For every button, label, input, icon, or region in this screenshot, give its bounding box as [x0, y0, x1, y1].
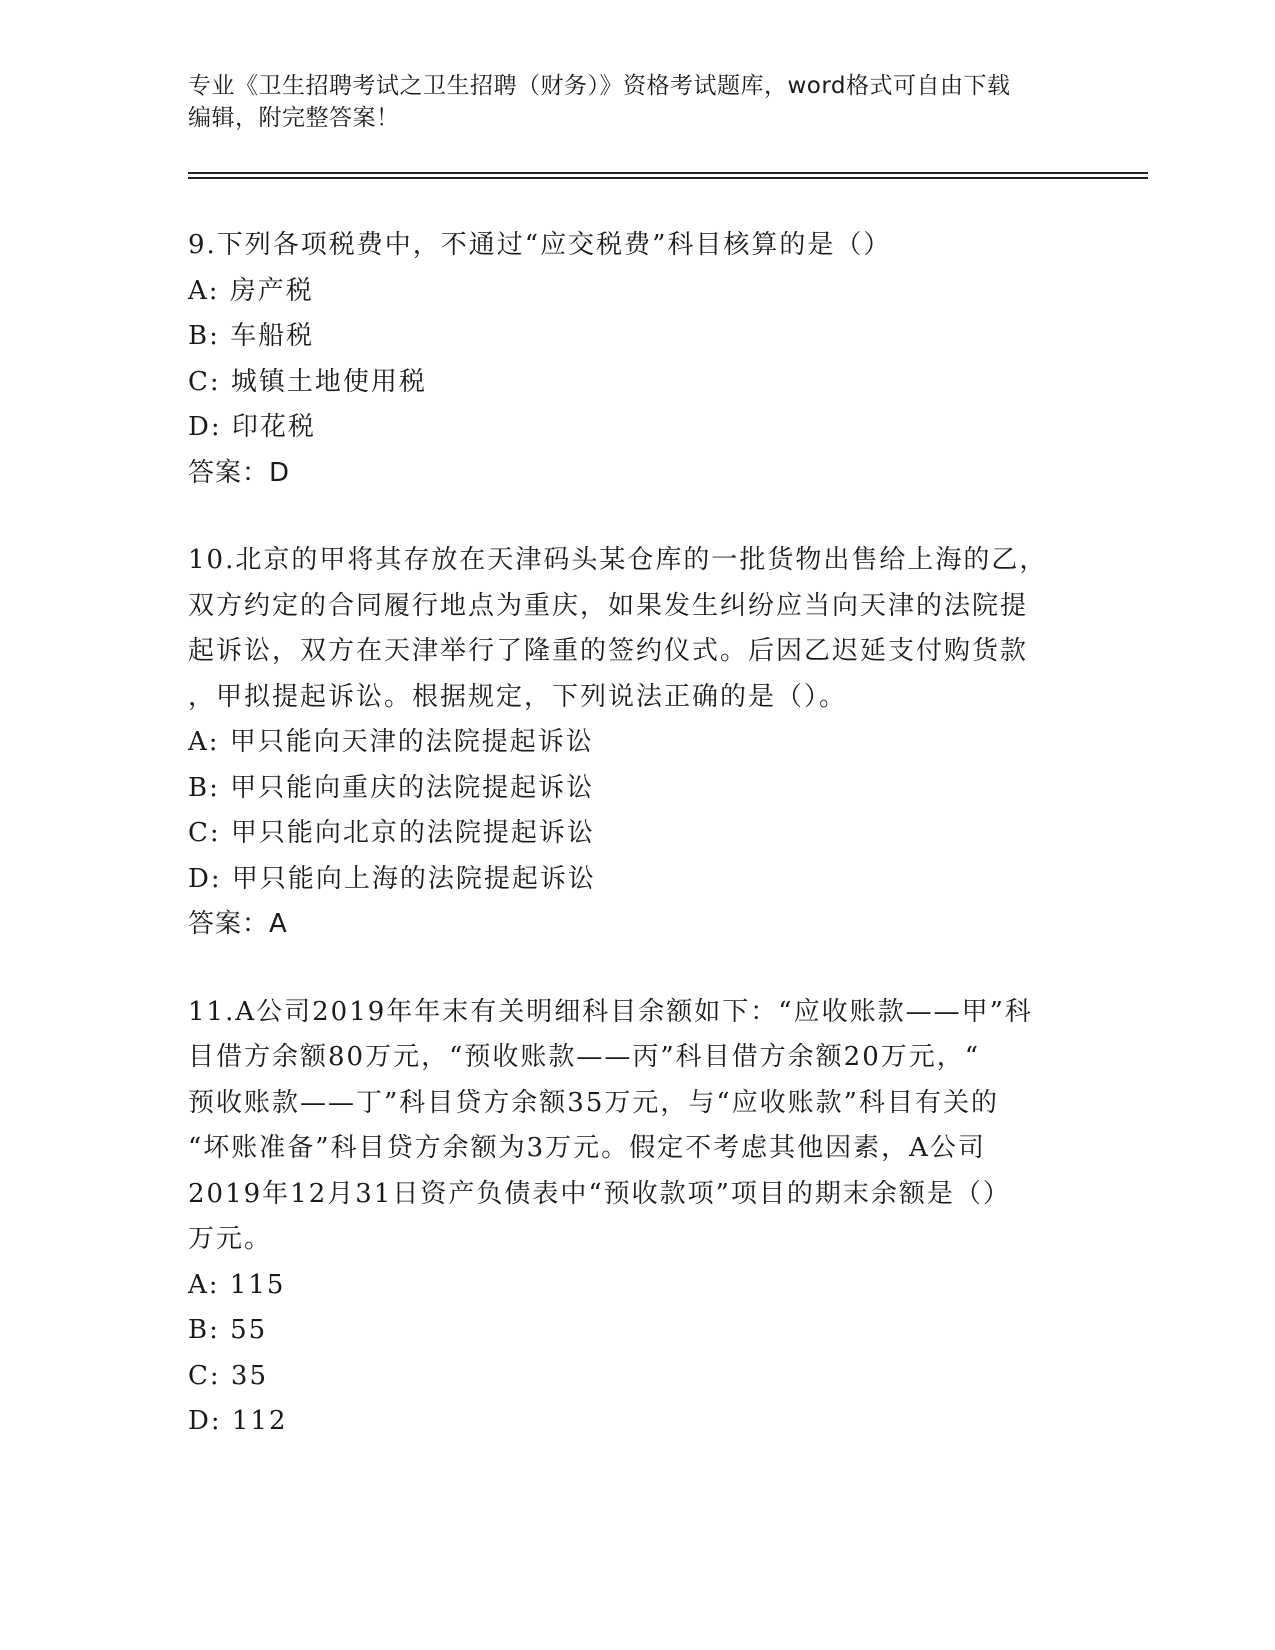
- stem-line: 目借方余额80万元，“预收账款——丙”科目借方余额20万元，“: [188, 1042, 981, 1072]
- stem-line: 9.下列各项税费中，不通过“应交税费”科目核算的是（）: [188, 230, 892, 260]
- stem-line: ，甲拟提起诉讼。根据规定，下列说法正确的是（）。: [188, 681, 848, 712]
- document-page: [188, 70, 1148, 1445]
- stem-line: 起诉讼，双方在天津举行了隆重的签约仪式。后因乙迟延支付购货款: [188, 636, 1029, 666]
- header-divider: [188, 172, 1148, 179]
- question-stem: [188, 990, 1078, 1263]
- question-9: [188, 223, 1148, 496]
- stem-line: 11.A公司2019年年末有关明细科目余额如下：“应收账款——甲”科: [188, 996, 1033, 1027]
- option-a: A: 115: [188, 1269, 286, 1300]
- option-c: C: 甲只能向北京的法院提起诉讼: [188, 818, 595, 848]
- stem-line: “坏账准备”科目贷方余额为3万元。假定不考虑其他因素，A公司: [188, 1133, 986, 1163]
- option-b: B: 车船税: [188, 321, 315, 351]
- stem-line: 10.北京的甲将其存放在天津码头某仓库的一批货物出售给上海的乙，: [188, 545, 1048, 575]
- question-10: [188, 538, 1148, 948]
- stem-line: 2019年12月31日资产负债表中“预收款项”项目的期末余额是（）: [188, 1178, 1011, 1209]
- option-d: D: 112: [188, 1406, 288, 1436]
- header-line: 专业《卫生招聘考试之卫生招聘（财务）》资格考试题库，word格式可自由下载: [188, 73, 1011, 99]
- option-a: A: 甲只能向天津的法院提起诉讼: [188, 727, 594, 757]
- question-stem: [188, 538, 1078, 720]
- option-a: A: 房产税: [188, 275, 314, 306]
- stem-line: 万元。: [188, 1224, 273, 1254]
- question-11: [188, 990, 1148, 1445]
- option-b: B: 55: [188, 1315, 268, 1345]
- document-header: [188, 70, 1068, 134]
- stem-line: 双方约定的合同履行地点为重庆，如果发生纠纷应当向天津的法院提: [188, 590, 1029, 621]
- answer-label: 答案：A: [188, 909, 288, 939]
- option-d: D: 甲只能向上海的法院提起诉讼: [188, 863, 596, 894]
- question-stem: [188, 223, 1078, 269]
- option-b: B: 甲只能向重庆的法院提起诉讼: [188, 772, 595, 803]
- option-d: D: 印花税: [188, 412, 316, 442]
- header-line: 编辑，附完整答案！: [188, 105, 400, 131]
- stem-line: 预收账款——丁”科目贷方余额35万元，与“应收账款”科目有关的: [188, 1087, 999, 1118]
- option-c: C: 城镇土地使用税: [188, 366, 427, 397]
- option-c: C: 35: [188, 1360, 269, 1391]
- answer-label: 答案：D: [188, 457, 291, 488]
